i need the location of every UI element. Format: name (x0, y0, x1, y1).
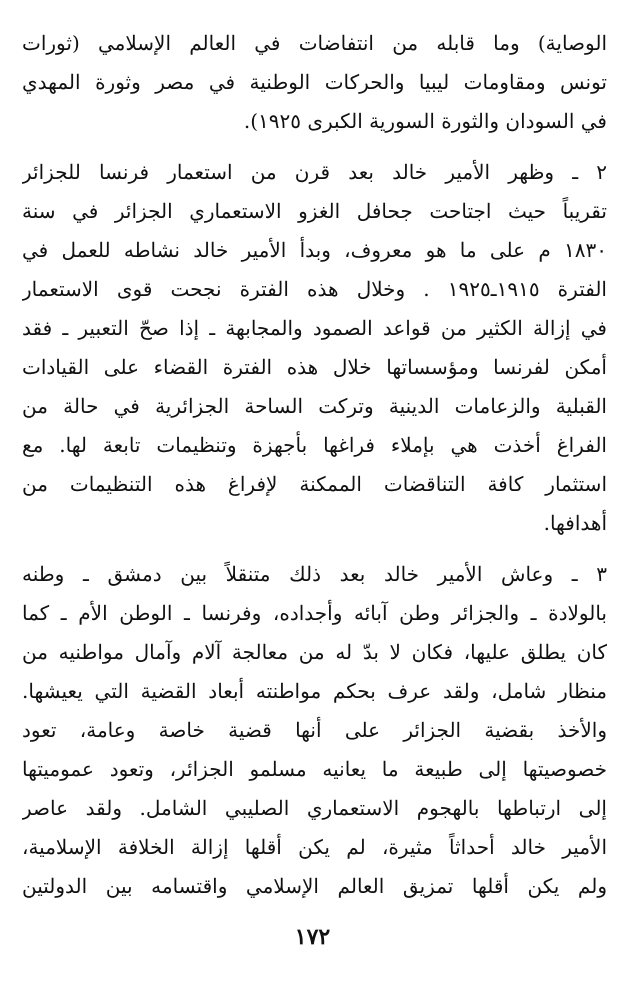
text-line: منظار شامل، ولقد عرف بحكم مواطنته أبعاد القضية التي يعيشها. (22, 679, 607, 703)
text-line: والأخذ بقضية الجزائر على أنها قضية خاصة وعامة، تعود (22, 718, 607, 742)
page-number: ١٧٢ (294, 924, 331, 950)
text-line: تقريباً حيث اجتاحت جحافل الغزو الاستعماري الجزائر في سنة (22, 199, 607, 223)
paragraph-spacer (22, 141, 607, 153)
text-line: الفترة ١٩١٥ـ١٩٢٥ . وخلال هذه الفترة نجحت قوى الاستعمار (22, 277, 607, 301)
paragraph (22, 24, 607, 141)
text-line: ولم يكن أقلها تمزيق العالم الإسلامي واقتسامه بين الدولتين (22, 874, 607, 898)
paragraph-spacer (22, 543, 607, 555)
text-line: بالولادة ـ والجزائر وطن آبائه وأجداده، وفرنسا ـ الوطن الأم ـ كما (22, 601, 607, 625)
text-line: كان يطلق عليها، فكان لا بدّ له من معالجة آلام وآمال مواطنيه من (22, 640, 607, 664)
text-line: الوصاية) وما قابله من انتفاضات في العالم الإسلامي (ثورات (22, 31, 607, 55)
text-line: الفراغ أخذت هي بإملاء فراغها بأجهزة وتنظيمات تابعة لها. مع (22, 433, 607, 457)
text-line: خصوصيتها إلى طبيعة ما يعانيه مسلمو الجزائر، وتعود عموميتها (22, 757, 607, 781)
text-line: في إزالة الكثير من قواعد الصمود والمجابهة ـ إذا صحّ التعبير ـ فقد (22, 316, 607, 340)
text-line: ٢ ـ وظهر الأمير خالد بعد قرن من استعمار فرنسا للجزائر (22, 160, 607, 184)
text-line: أهدافها. (543, 511, 607, 535)
paragraph (22, 153, 607, 543)
text-line: أمكن لفرنسا ومؤسساتها خلال هذه الفترة القضاء على القيادات (22, 355, 607, 379)
text-line: القبلية والزعامات الدينية وتركت الساحة الجزائرية في حالة من (22, 394, 607, 418)
page-body (22, 24, 607, 906)
paragraph (22, 555, 607, 906)
text-line: إلى ارتباطها بالهجوم الاستعماري الصليبي الشامل. ولقد عاصر (22, 796, 607, 820)
text-line: تونس ومقاومات ليبيا والحركات الوطنية في مصر وثورة المهدي (22, 70, 607, 94)
text-line: ١٨٣٠ م على ما هو معروف، وبدأ الأمير خالد نشاطه للعمل في (22, 238, 607, 262)
text-line: استثمار كافة التناقضات الممكنة لإفراغ هذه التنظيمات من (22, 472, 607, 496)
text-line: الأمير خالد أحداثاً مثيرة، لم يكن أقلها إزالة الخلافة الإسلامية، (22, 835, 607, 859)
text-line: في السودان والثورة السورية الكبرى ١٩٢٥). (243, 109, 607, 133)
text-line: ٣ ـ وعاش الأمير خالد بعد ذلك متنقلاً بين دمشق ـ وطنه (22, 562, 607, 586)
